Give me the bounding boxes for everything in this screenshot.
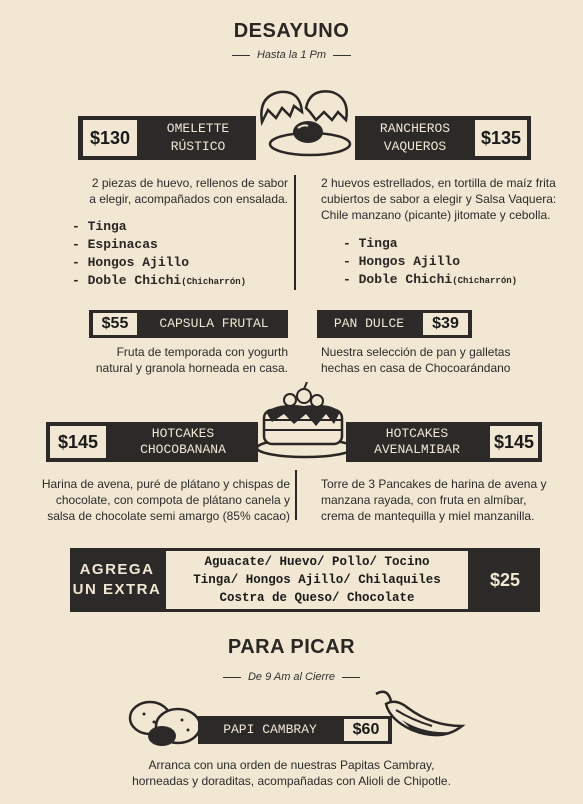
- capsula-description: Fruta de temporada con yogurth natural y granola horneada en casa.: [95, 345, 288, 375]
- omelette-name: OMELETTE RÚSTICO: [166, 121, 230, 154]
- rancheros-description: 2 huevos estrellados, en tortilla de maíz frita cubiertos de sabor a elegir y Salsa Vaquera: Chile manzano (picante) jitomate y cebolla.: [321, 176, 557, 222]
- omelette-price: $130: [83, 120, 137, 156]
- extras-list: Aguacate/ Huevo/ Pollo/ Tocino Tinga/ Hongos Ajillo/ Chilaquiles Costra de Queso/ Chocolate: [166, 551, 468, 609]
- list-item: - Doble Chichi(Chicharrón): [72, 273, 247, 288]
- papi-price: $60: [344, 719, 388, 741]
- list-item: - Tinga: [72, 219, 127, 234]
- section-subtitle-desayuno: [0, 49, 583, 61]
- pan-name: PAN DULCE: [333, 316, 405, 331]
- capsula-price: $55: [93, 313, 137, 335]
- hotcakes-avena-price: $145: [490, 426, 538, 458]
- divider-line: [294, 175, 296, 290]
- hours-text: Hasta la 1 Pm: [256, 49, 327, 61]
- papi-name: PAPI CAMBRAY: [223, 722, 317, 737]
- extras-label: AGREGA UN EXTRA: [72, 561, 162, 598]
- chili-pepper-icon: [372, 686, 468, 748]
- hours-text: De 9 Am al Cierre: [247, 671, 335, 683]
- rancheros-name: RANCHEROS VAQUEROS: [379, 121, 451, 154]
- rancheros-price: $135: [475, 120, 527, 156]
- potato-icon: [126, 694, 208, 748]
- section-title-desayuno: DESAYUNO: [233, 20, 350, 42]
- capsula-name: CAPSULA FRUTAL: [159, 316, 269, 331]
- section-title-para-picar: PARA PICAR: [227, 636, 356, 658]
- pancake-stack-icon: [250, 382, 355, 460]
- list-item: - Hongos Ajillo: [343, 254, 461, 269]
- hotcakes-choco-description: Harina de avena, puré de plátano y chispas de chocolate, con compota de plátano canela y salsa de chocolate semi amargo (85% cacao): [41, 477, 290, 523]
- hotcakes-avena-description: Torre de 3 Pancakes de harina de avena y manzana rayada, con fruta en almíbar, crema de mantequilla y miel manzanilla.: [321, 477, 547, 523]
- papi-description: Arranca con una orden de nuestras Papitas Cambray, horneadas y doraditas, acompañadas con Alioli de Chipotle.: [132, 758, 451, 788]
- list-item: - Tinga: [343, 236, 398, 251]
- extras-price: $25: [489, 569, 521, 590]
- omelette-options: [72, 218, 246, 291]
- pan-description: Nuestra selección de pan y galletas hechas en casa de Chocoarándano: [321, 345, 511, 375]
- pan-price: $39: [423, 313, 468, 335]
- egg-icon: [250, 82, 360, 160]
- hotcakes-choco-name: HOTCAKES CHOCOBANANA: [140, 426, 226, 457]
- list-item: - Hongos Ajillo: [72, 255, 190, 270]
- hotcakes-choco-price: $145: [50, 426, 106, 458]
- list-item: - Doble Chichi(Chicharrón): [343, 272, 518, 287]
- rancheros-options: [343, 235, 517, 290]
- hotcakes-avena-name: HOTCAKES AVENALMIBAR: [374, 426, 460, 457]
- list-item: - Espinacas: [72, 237, 158, 252]
- omelette-description: 2 piezas de huevo, rellenos de sabor a elegir, acompañados con ensalada.: [89, 176, 288, 206]
- section-subtitle-para-picar: [0, 671, 583, 683]
- divider-line: [295, 470, 297, 520]
